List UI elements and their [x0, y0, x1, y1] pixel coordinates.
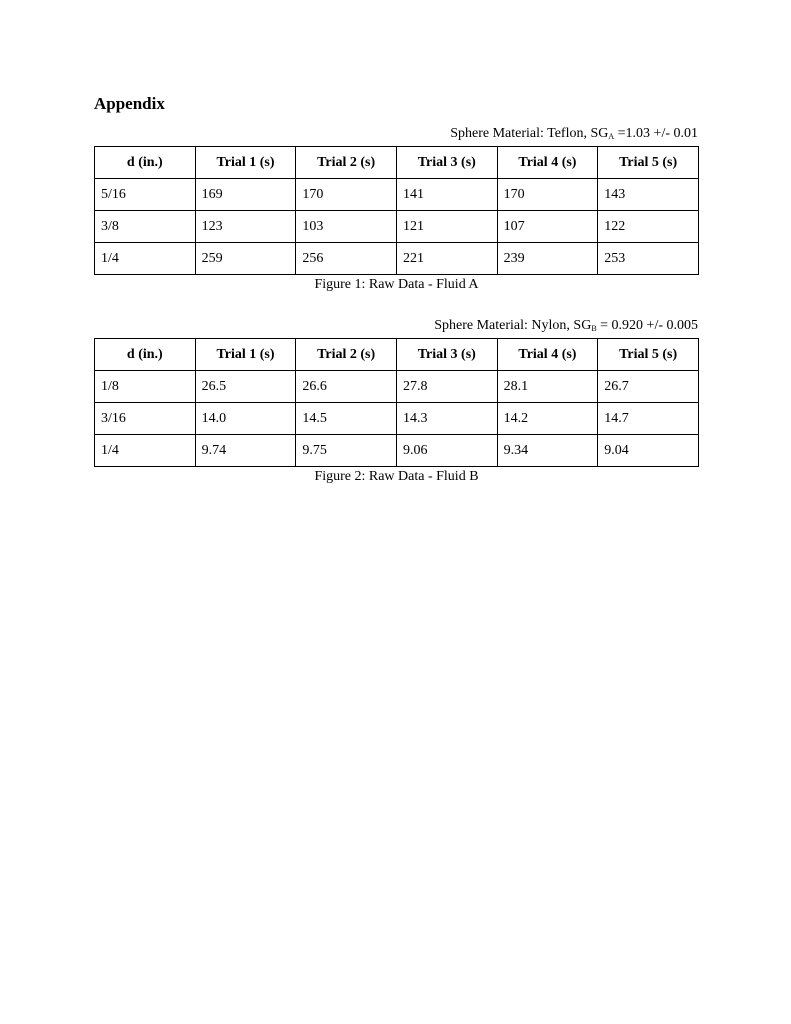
table1-material-prefix: Sphere Material: Teflon, SG	[450, 126, 609, 141]
column-header: Trial 2 (s)	[296, 339, 397, 371]
table-cell: 5/16	[95, 179, 196, 211]
table-cell: 14.7	[598, 403, 699, 435]
table-cell: 103	[296, 211, 397, 243]
table-cell: 221	[396, 243, 497, 275]
table-cell: 253	[598, 243, 699, 275]
table-cell: 26.6	[296, 371, 397, 403]
column-header: Trial 1 (s)	[195, 147, 296, 179]
table-cell: 9.34	[497, 435, 598, 467]
table1-material-subscript: A	[608, 132, 615, 141]
table-cell: 121	[396, 211, 497, 243]
raw-data-table-fluid-b	[94, 338, 699, 467]
table-cell: 26.7	[598, 371, 699, 403]
table-cell: 141	[396, 179, 497, 211]
column-header: Trial 2 (s)	[296, 147, 397, 179]
table-cell: 27.8	[396, 371, 497, 403]
table-header-row	[95, 147, 699, 179]
column-header: d (in.)	[95, 147, 196, 179]
table-cell: 14.2	[497, 403, 598, 435]
table-cell: 14.3	[396, 403, 497, 435]
table-cell: 107	[497, 211, 598, 243]
column-header: Trial 4 (s)	[497, 147, 598, 179]
figure2-caption: Figure 2: Raw Data - Fluid B	[314, 469, 479, 484]
table2-material-subscript: B	[591, 324, 597, 333]
table-cell: 14.5	[296, 403, 397, 435]
table-cell: 239	[497, 243, 598, 275]
table-header-row	[95, 339, 699, 371]
column-header: Trial 3 (s)	[396, 147, 497, 179]
table-cell: 169	[195, 179, 296, 211]
appendix-heading: Appendix	[94, 94, 165, 113]
raw-data-table-fluid-a	[94, 146, 699, 275]
column-header: Trial 1 (s)	[195, 339, 296, 371]
table-cell: 3/16	[95, 403, 196, 435]
table-cell: 14.0	[195, 403, 296, 435]
table2-material-caption	[434, 318, 698, 337]
table-row	[95, 179, 699, 211]
table-cell: 170	[497, 179, 598, 211]
table-cell: 256	[296, 243, 397, 275]
table-cell: 28.1	[497, 371, 598, 403]
figure1-caption: Figure 1: Raw Data - Fluid A	[314, 277, 479, 292]
table-cell: 9.04	[598, 435, 699, 467]
table-cell: 143	[598, 179, 699, 211]
table-row	[95, 403, 699, 435]
table-cell: 170	[296, 179, 397, 211]
table-cell: 122	[598, 211, 699, 243]
column-header: d (in.)	[95, 339, 196, 371]
table-cell: 259	[195, 243, 296, 275]
table-cell: 9.06	[396, 435, 497, 467]
table-cell: 9.75	[296, 435, 397, 467]
column-header: Trial 5 (s)	[598, 339, 699, 371]
column-header: Trial 4 (s)	[497, 339, 598, 371]
table-row	[95, 435, 699, 467]
table-cell: 1/8	[95, 371, 196, 403]
table2-material-suffix: = 0.920 +/- 0.005	[596, 318, 698, 333]
table-cell: 9.74	[195, 435, 296, 467]
table1-material-suffix: =1.03 +/- 0.01	[614, 126, 698, 141]
table2-material-prefix: Sphere Material: Nylon, SG	[434, 318, 592, 333]
table-row	[95, 211, 699, 243]
table1-material-caption	[450, 126, 698, 145]
table-row	[95, 371, 699, 403]
table-cell: 1/4	[95, 435, 196, 467]
table-cell: 3/8	[95, 211, 196, 243]
column-header: Trial 5 (s)	[598, 147, 699, 179]
table-cell: 1/4	[95, 243, 196, 275]
table-row	[95, 243, 699, 275]
column-header: Trial 3 (s)	[396, 339, 497, 371]
table-cell: 26.5	[195, 371, 296, 403]
table-cell: 123	[195, 211, 296, 243]
